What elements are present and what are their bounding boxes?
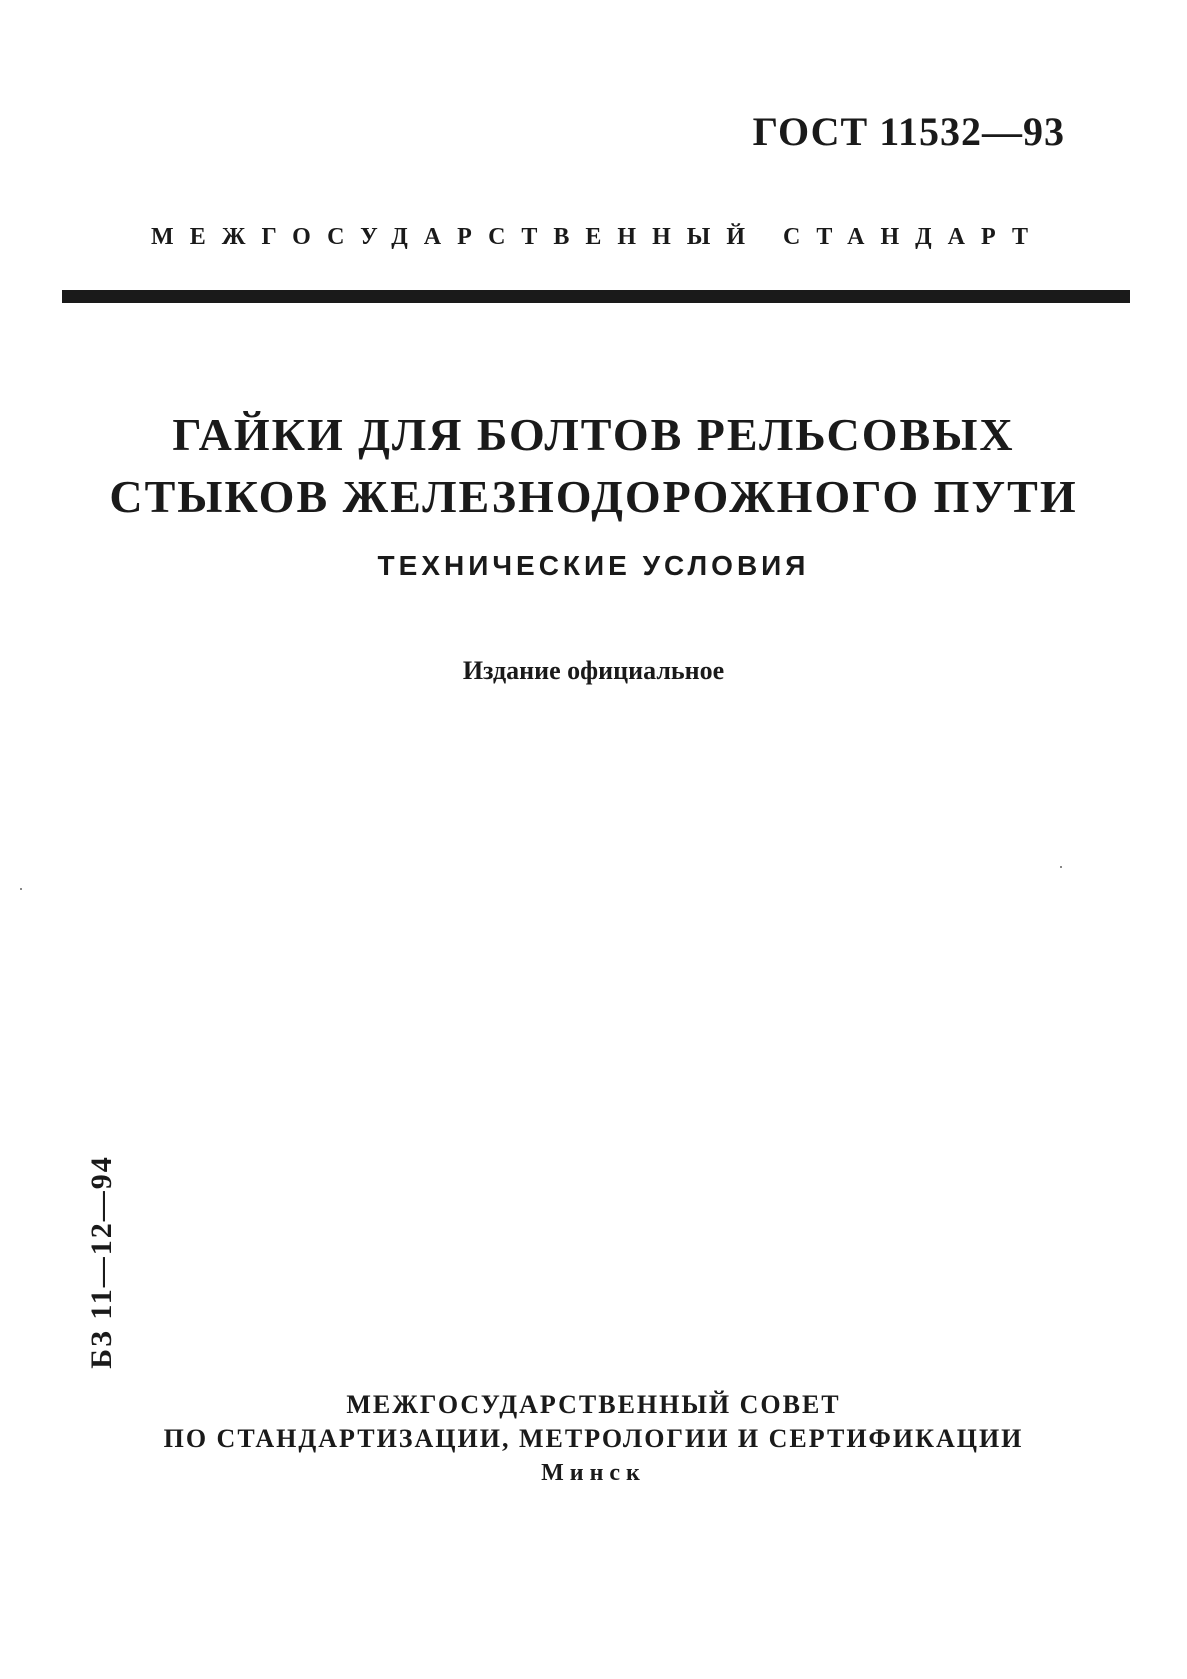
publisher-line-1: МЕЖГОСУДАРСТВЕННЫЙ СОВЕТ [346,1390,841,1419]
standard-type-label: МЕЖГОСУДАРСТВЕННЫЙ СТАНДАРТ [151,224,1044,250]
edition-label: Издание официальное [462,656,725,685]
scan-speck [20,888,22,890]
document-subtitle: ТЕХНИЧЕСКИЕ УСЛОВИЯ [377,550,810,581]
side-stamp: БЗ 11—12—94 [85,1155,118,1369]
document-title-line-2: СТЫКОВ ЖЕЛЕЗНОДОРОЖНОГО ПУТИ [109,471,1078,522]
document-number: ГОСТ 11532—93 [752,109,1065,154]
header-rule [62,290,1130,303]
scan-speck [1060,866,1062,868]
publisher-line-2: ПО СТАНДАРТИЗАЦИИ, МЕТРОЛОГИИ И СЕРТИФИКАЦИИ [163,1424,1024,1453]
document-title-line-1: ГАЙКИ ДЛЯ БОЛТОВ РЕЛЬСОВЫХ [172,409,1015,460]
publisher-city: Минск [541,1460,646,1486]
